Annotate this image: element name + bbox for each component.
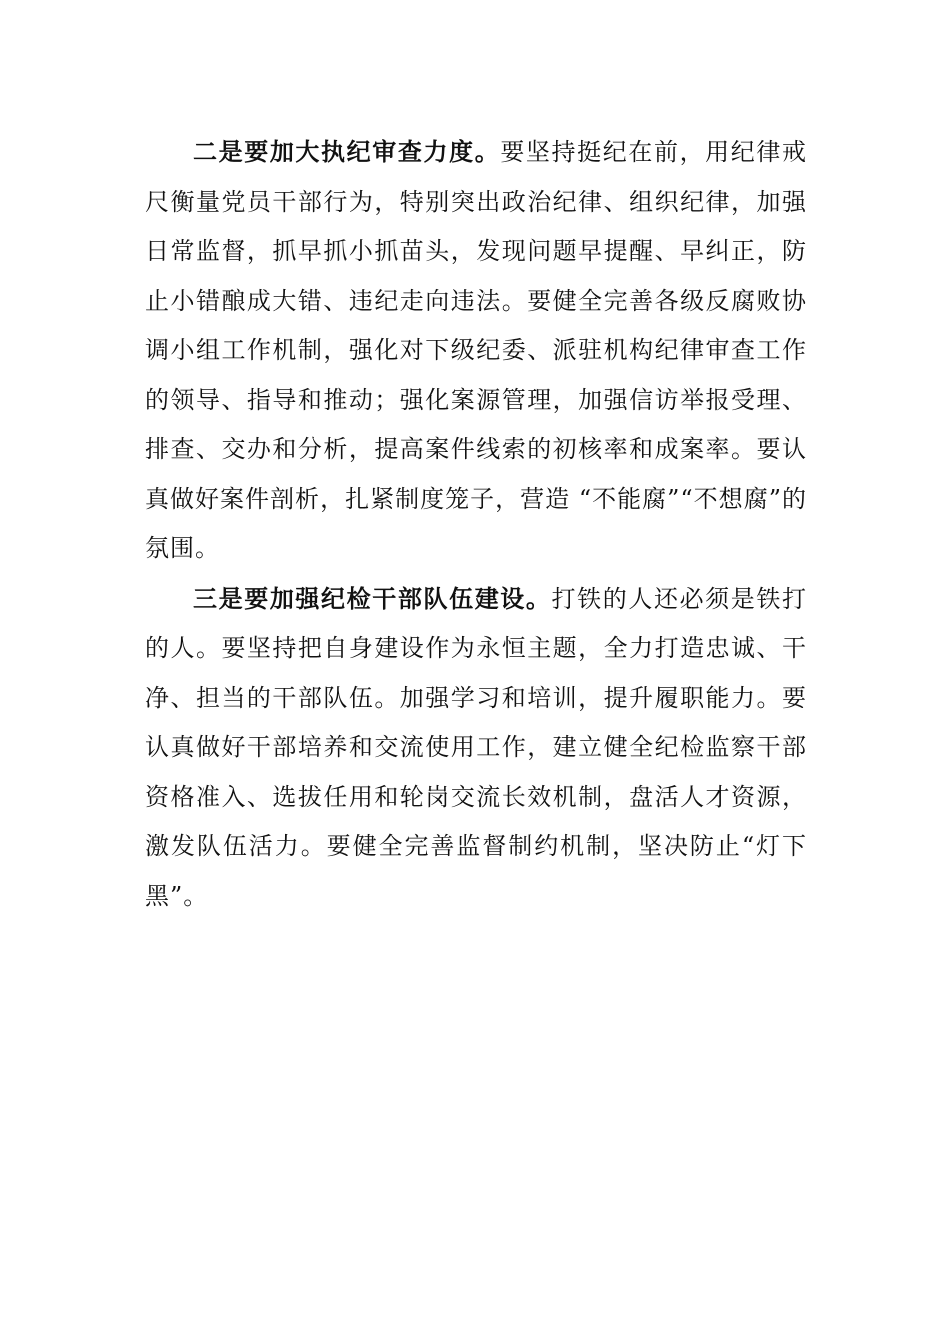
paragraph-lead: 二是要加大执纪审查力度。 — [193, 137, 501, 166]
paragraph-lead: 三是要加强纪检干部队伍建设。 — [193, 583, 552, 613]
paragraph-discipline-review — [145, 127, 807, 574]
paragraph-team-building — [145, 574, 807, 922]
document-body — [145, 127, 807, 921]
paragraph-text: 打铁的人还必须是铁打的人。要坚持把自身建设作为永恒主题，全力打造忠诚、干净、担当的干部队伍。加强学习和培训，提升履职能力。要认真做好干部培养和交流使用工作，建立健全纪检监察干部资格准入、选拔任用和轮岗交流长效机制，盘活人才资源，激发队伍活力。要健全完善监督制约机制，坚决防止“灯下黑”。 — [145, 584, 808, 910]
paragraph-text: 要坚持挺纪在前，用纪律戒尺衡量党员干部行为，特别突出政治纪律、组织纪律，加强日常监督，抓早抓小抓苗头，发现问题早提醒、早纠正，防止小错酿成大错、违纪走向违法。要健全完善各级反腐败协调小组工作机制，强化对下级纪委、派驻机构纪律审查工作的领导、指导和推动；强化案源管理，加强信访举报受理、排查、交办和分析，提高案件线索的初核率和成案率。要认真做好案件剖析，扎紧制度笼子，营造 “不能腐”“不想腐”的氛围。 — [145, 138, 808, 562]
